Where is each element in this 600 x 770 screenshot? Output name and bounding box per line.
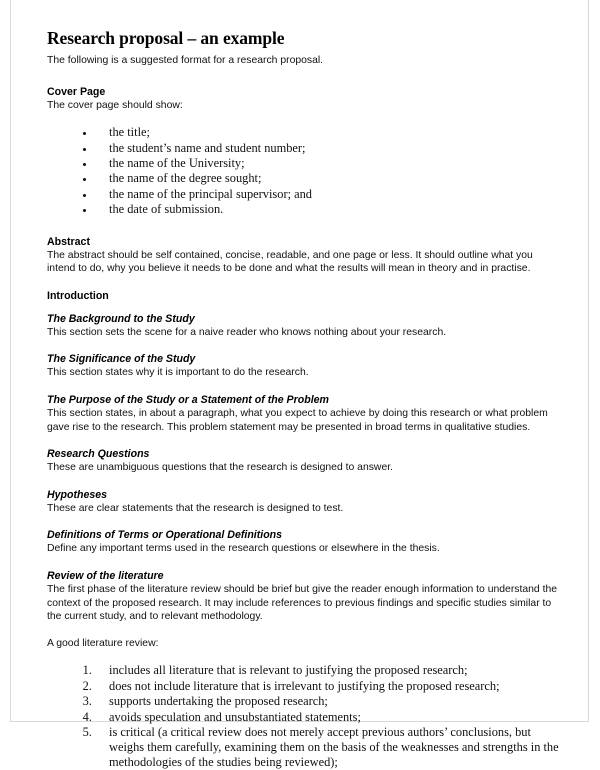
spacer	[47, 218, 559, 235]
list-item: • the name of the degree sought;	[95, 171, 559, 186]
page-title: Research proposal – an example	[47, 28, 285, 48]
list-item: 3. supports undertaking the proposed research;	[95, 694, 559, 709]
subsection-body-definitions: Define any important terms used in the research questions or elsewhere in the thesis.	[47, 543, 440, 555]
list-item: • the name of the principal supervisor; and	[95, 187, 559, 202]
spacer	[47, 624, 559, 637]
subsection-heading-significance: The Significance of the Study	[47, 353, 196, 366]
spacer	[47, 303, 559, 312]
subsection-heading-review-of-literature: Review of the literature	[47, 569, 164, 582]
spacer	[47, 68, 559, 85]
spacer	[47, 339, 559, 352]
list-item: 5. is critical (a critical review does not merely accept previous authors’ conclusions, but weighs them carefully, examining them on the basis of the weaknesses and strengths in the methodologies of the studies being reviewed);	[95, 725, 559, 770]
subsection-body-research-questions: These are unambiguous questions that the research is designed to answer.	[47, 462, 393, 474]
subsection-heading-research-questions: Research Questions	[47, 448, 150, 461]
section-heading-abstract: Abstract	[47, 235, 90, 248]
spacer	[47, 650, 559, 663]
list-item: • the student’s name and student number;	[95, 141, 559, 156]
list-item: • the date of submission.	[95, 202, 559, 217]
abstract-body: The abstract should be self contained, concise, readable, and one page or less. It should outline what you intend to do, why you believe it needs to be done and what the results will mean in theory and in practise.	[47, 249, 533, 275]
subsection-heading-background: The Background to the Study	[47, 312, 195, 325]
list-item: • the title;	[95, 125, 559, 140]
document-page	[10, 0, 589, 769]
cover-page-list	[47, 125, 559, 217]
list-item: • the name of the University;	[95, 156, 559, 171]
spacer	[47, 434, 559, 447]
subsection-body-significance: This section states why it is important to do the research.	[47, 367, 309, 379]
subsection-heading-purpose: The Purpose of the Study or a Statement of the Problem	[47, 394, 329, 406]
document-body	[47, 28, 559, 770]
list-item: 2. does not include literature that is irrelevant to justifying the proposed research;	[95, 679, 559, 694]
literature-review-lead: A good literature review:	[47, 637, 159, 649]
spacer	[47, 475, 559, 488]
spacer	[47, 276, 559, 289]
subsection-body-hypotheses: These are clear statements that the research is designed to test.	[47, 502, 344, 514]
literature-review-list	[47, 663, 559, 769]
spacer	[47, 515, 559, 528]
subsection-body-review-of-literature: The first phase of the literature review should be brief but give the reader enough information to understand the context of the proposed research. It may include references to previous findings and specific studies similar to the current study, and to relevant methodology.	[47, 583, 558, 623]
subsection-body-purpose: This section states, in about a paragraph, what you expect to achieve by doing this research or what problem gave rise to the research. This problem statement may be presented in broad terms in qualitative studies.	[47, 408, 548, 433]
spacer	[47, 556, 559, 569]
list-item: 4. avoids speculation and unsubstantiated statements;	[95, 710, 559, 725]
list-item: 1. includes all literature that is relevant to justifying the proposed research;	[95, 663, 559, 678]
subsection-heading-definitions: Definitions of Terms or Operational Definitions	[47, 529, 283, 542]
subsection-body-background: This section sets the scene for a naive reader who knows nothing about your research.	[47, 326, 447, 338]
spacer	[47, 112, 559, 125]
subsection-heading-hypotheses: Hypotheses	[47, 488, 108, 501]
section-heading-cover-page: Cover Page	[47, 85, 106, 98]
section-heading-introduction: Introduction	[47, 289, 109, 302]
intro-line: The following is a suggested format for a research proposal.	[47, 55, 324, 66]
spacer	[47, 380, 559, 393]
cover-page-lead: The cover page should show:	[47, 99, 183, 111]
